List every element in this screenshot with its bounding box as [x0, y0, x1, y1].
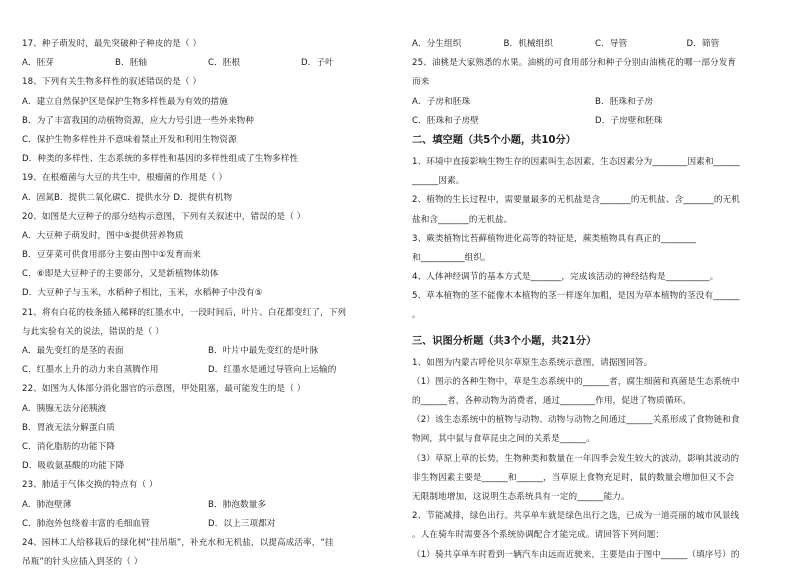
question-line: B．胃液无法分解蛋白质 — [22, 422, 115, 433]
answer-option: A．子房和胚珠 — [412, 96, 471, 107]
question-line: 与此实验有关的说法，错误的是（ ） — [22, 326, 164, 337]
answer-options — [412, 38, 778, 50]
question-line: B．为了丰富我国的动植物资源，应大力号引进一些外来物种 — [22, 115, 255, 126]
question-line: A．固氮B．提供二氧化碳C．提供水分 D．提供有机物 — [22, 192, 233, 203]
question-line: 5、草本植物的茎不能像木本植物的茎一样逐年加粗，是因为草本植物的茎没有______ — [412, 291, 740, 302]
answer-option: C．胚珠和子房壁 — [412, 115, 479, 126]
question-line: D．吸收氨基酸的功能下降 — [22, 461, 125, 472]
question-line: 吊瓶”的针头应插入到茎的（ ） — [22, 557, 143, 568]
answer-option: C．导管 — [595, 39, 628, 49]
question-line: 20、如图是大豆种子的部分结构示意图，下列有关叙述中，错误的是（ ） — [22, 211, 306, 222]
answer-option: D．红墨水是通过导管向上运输的 — [208, 365, 337, 376]
question-line: D．种类的多样性、生态系统的多样性和基因的多样性组成了生物多样性 — [22, 154, 299, 165]
question-line: 2、植物的生长过程中，需要量最多的无机盐是含_______的无机盐、含_______的无机 — [412, 195, 740, 206]
question-line: （3）草原上草的长势，生物种类和数量在一年四季会发生较大的波动，影响其波动的 — [412, 453, 740, 464]
answer-option: A．分生组织 — [412, 39, 462, 49]
question-line: （2）该生态系统中的植物与动物、动物与动物之间通过______关系形成了食物链和食 — [412, 415, 740, 426]
answer-options — [22, 518, 394, 530]
question-line: 3、蕨类植物比苔藓植物进化高等的特征是，蕨类植物具有真正的________ — [412, 233, 697, 244]
answer-option: B．胚珠和子房 — [595, 96, 654, 107]
question-line: 18、下列有关生物多样性的叙述错误的是（ ） — [22, 77, 202, 88]
question-line: 17、种子萌发时，最先突破种子种皮的是（ ） — [22, 39, 202, 49]
answer-option: D．子房壁和胚珠 — [595, 115, 663, 126]
answer-options — [412, 115, 778, 127]
question-line: 4、人体神经调节的基本方式是_______，完成该活动的神经结构是__________。 — [412, 272, 719, 283]
question-line: C．⑥即是大豆种子的主要部分，又是新植物体幼体 — [22, 269, 219, 280]
question-line: ______因素。 — [412, 176, 465, 187]
answer-option: C．红墨水上升的动力来自蒸腾作用 — [22, 365, 159, 376]
question-line: A．胰腺无法分泌胰液 — [22, 403, 107, 414]
question-line: 19、在根瘤菌与大豆的共生中，根瘤菌的作用是（ ） — [22, 173, 228, 184]
answer-options — [412, 96, 778, 108]
question-line: 。 — [412, 310, 421, 321]
answer-option: C．胚根 — [208, 58, 241, 69]
question-line: B．豆芽菜可供食用部分主要由图中①发育而来 — [22, 250, 201, 261]
answer-option: D．筛管 — [686, 39, 720, 49]
question-line: 而来 — [412, 77, 430, 88]
answer-option: A．最先变红的是茎的表面 — [22, 346, 124, 356]
section-heading: 三、识图分析题（共3个小题，共21分） — [412, 335, 597, 347]
right-column — [412, 38, 778, 568]
question-line: 22、如图为人体部分消化器官的示意图，甲处阻塞，最可能发生的是（ ） — [22, 384, 306, 395]
answer-option: B．叶片中最先变红的是叶脉 — [208, 346, 319, 356]
question-line: C．消化脂肪的功能下降 — [22, 441, 116, 452]
question-line: 23、肺适于气体交换的特点有（ ） — [22, 480, 158, 491]
answer-option: A．肺泡壁薄 — [22, 499, 72, 510]
left-column — [22, 38, 394, 575]
question-line: 1、环境中直接影响生物生存的因素叫生态因素，生态因素分为________因素和______ — [412, 156, 740, 167]
question-line: 和__________组织。 — [412, 252, 491, 263]
answer-option: B．机械组织 — [503, 39, 553, 49]
answer-options — [22, 345, 394, 357]
spacer — [412, 329, 778, 333]
question-line: 非生物因素主要是______和______，当草原上食物充足时，鼠的数量会增加但又不会 — [412, 472, 735, 483]
answer-options — [22, 499, 394, 511]
section-heading: 二、填空题（共5个小题，共10分） — [412, 134, 576, 146]
answer-option: D．以上三项都对 — [208, 518, 276, 529]
answer-option: B．胚轴 — [115, 58, 148, 69]
question-line: 物网，其中鼠与食草昆虫之间的关系是______。 — [412, 434, 595, 445]
answer-option: D．子叶 — [301, 58, 334, 69]
question-line: A．建立自然保护区是保护生物多样性最为有效的措施 — [22, 96, 228, 107]
question-line: 21、将有白花的枝条插入稀释的红墨水中，一段时间后，叶片、白花都变红了，下列 — [22, 307, 347, 318]
question-line: 24、园林工人给移栽后的绿化树“挂吊瓶”，补充水和无机盐，以提高成活率，“挂 — [22, 537, 334, 548]
answer-options — [22, 364, 394, 376]
question-line: （1）图示的各种生物中，草是生态系统中的______者，腐生细菌和真菌是生态系统中 — [412, 376, 740, 387]
answer-option: C．肺泡外包绕着丰富的毛细血管 — [22, 518, 150, 529]
question-line: D．大豆种子与玉米，水稻种子相比，玉米，水稻种子中没有⑤ — [22, 288, 263, 299]
question-line: 2、节能减排，绿色出行。共享单车就是绿色出行之选，已成为一道亮丽的城市风景线 — [412, 511, 740, 522]
question-line: 1、如图为内蒙古呼伦贝尔草原生态系统示意图，请据图回答。 — [412, 357, 653, 368]
answer-option: B．肺泡数量多 — [208, 499, 267, 510]
question-line: 。人在骑车时需要各个系统协调配合才能完成。请回答下列问题： — [412, 530, 665, 541]
answer-option: A．胚芽 — [22, 58, 55, 69]
question-line: 盐和含_______的无机盐。 — [412, 214, 513, 225]
answer-options — [22, 57, 394, 69]
question-line: C．保护生物多样性并不意味着禁止开发和利用生物资源 — [22, 134, 237, 145]
question-line: A．大豆种子萌发时，图中⑤提供营养物质 — [22, 230, 184, 241]
question-line: 的______者，各种动物为消费者，通过________作用，促进了物质循环。 — [412, 396, 691, 406]
question-line: 25、油桃是大家熟悉的水果。油桃的可食用部分和种子分别由油桃花的哪一部分发育 — [412, 58, 737, 69]
question-line: （1）骑共享单车时看到一辆汽车由远而近驶来，主要是由于图中______（填序号）的 — [412, 549, 740, 560]
question-line: 无限制地增加，这说明生态系统具有一定的______能力。 — [412, 491, 630, 502]
